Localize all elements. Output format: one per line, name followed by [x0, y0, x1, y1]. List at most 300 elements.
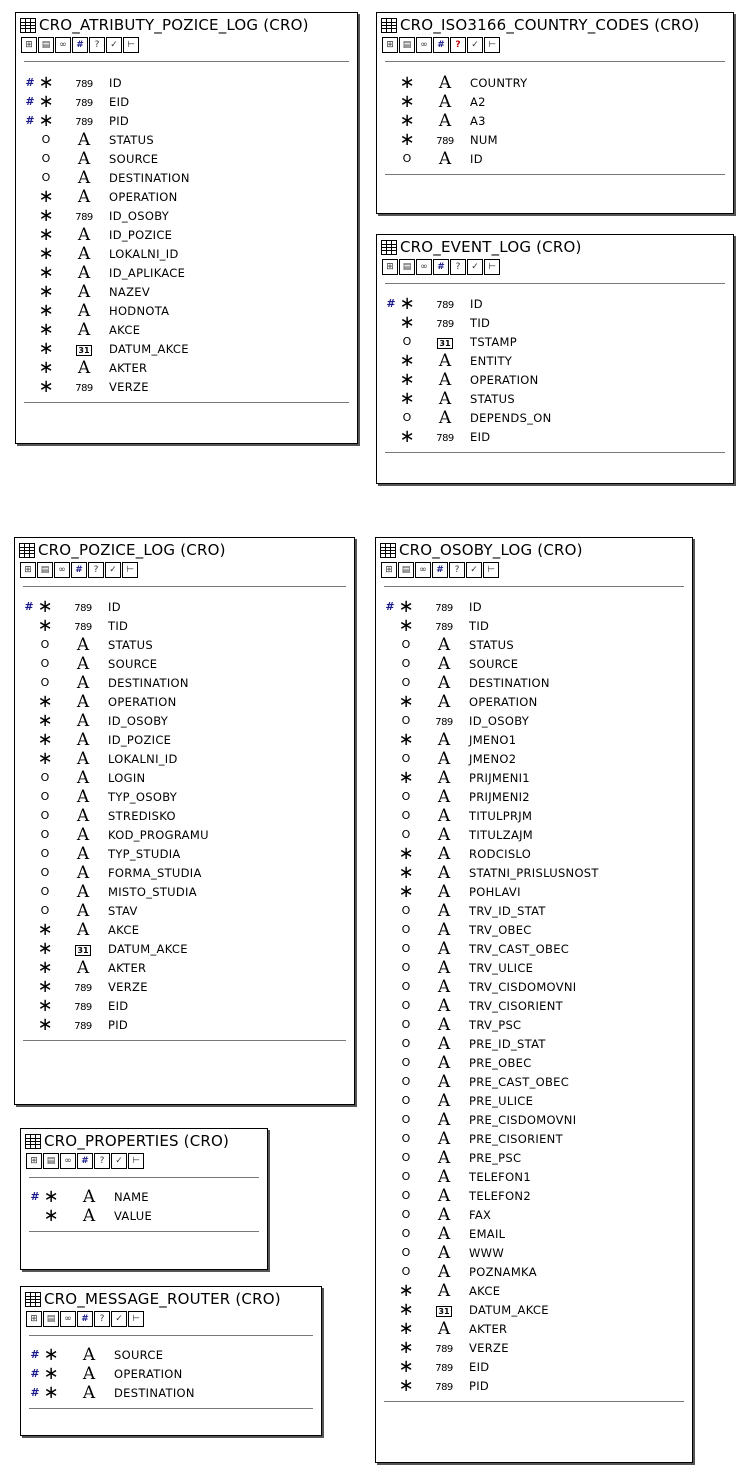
text-type-icon: A [76, 710, 90, 731]
text-type-icon: A [77, 319, 91, 340]
column-row[interactable] [384, 977, 576, 996]
column-row[interactable] [24, 244, 179, 263]
column-name: JMENO1 [469, 732, 517, 747]
column-row[interactable] [24, 73, 122, 92]
check-icon[interactable]: ✓ [467, 259, 483, 275]
column-row[interactable] [384, 1091, 533, 1110]
nullable-icon: O [40, 828, 50, 841]
nullable-icon: O [401, 752, 411, 765]
column-name: OPERATION [470, 372, 539, 387]
table-iso[interactable] [376, 12, 734, 214]
not-null-icon: ∗ [43, 1205, 59, 1226]
column-row[interactable] [385, 332, 517, 351]
column-name: PID [469, 1378, 490, 1393]
column-row[interactable] [24, 377, 149, 396]
not-null-icon: ∗ [38, 376, 54, 397]
column-row[interactable] [23, 616, 128, 635]
column-row[interactable] [385, 92, 486, 111]
view-icon[interactable]: ∞ [54, 562, 70, 578]
text-type-icon: A [437, 1204, 451, 1225]
text-type-icon: A [76, 748, 90, 769]
column-name: WWW [469, 1245, 505, 1260]
column-row[interactable] [384, 1015, 521, 1034]
text-type-icon: A [438, 91, 452, 112]
not-null-icon: ∗ [399, 293, 415, 314]
column-name: OPERATION [109, 189, 178, 204]
table-properties[interactable] [20, 1128, 268, 1270]
column-row[interactable] [23, 825, 209, 844]
column-name: STATNI_PRISLUSNOST [469, 865, 599, 880]
column-row[interactable] [384, 882, 521, 901]
column-name: SOURCE [108, 656, 158, 671]
column-row[interactable] [23, 920, 139, 939]
text-type-icon: A [438, 72, 452, 93]
not-null-icon: ∗ [37, 1014, 53, 1035]
column-row[interactable] [23, 730, 171, 749]
table-title-bar[interactable] [21, 1287, 321, 1311]
table-icon [19, 543, 35, 558]
check-icon[interactable]: ✓ [111, 1311, 127, 1327]
column-name: TRV_ID_STAT [469, 903, 546, 918]
column-name: TRV_CISDOMOVNI [469, 979, 577, 994]
number-type-icon: 789 [74, 621, 92, 633]
grid-icon[interactable]: ▤ [43, 1153, 59, 1169]
column-row[interactable] [23, 768, 145, 787]
column-name: AKCE [108, 922, 140, 937]
not-null-icon: ∗ [38, 186, 54, 207]
column-row[interactable] [384, 597, 482, 616]
not-null-icon: ∗ [398, 862, 414, 883]
column-row[interactable] [384, 711, 529, 730]
key-icon[interactable]: # [433, 37, 449, 53]
column-row[interactable] [23, 901, 138, 920]
column-row[interactable] [384, 1110, 576, 1129]
column-row[interactable] [24, 130, 154, 149]
column-row[interactable] [29, 1364, 183, 1383]
table-toolbar [377, 259, 733, 278]
view-icon[interactable]: ∞ [416, 37, 432, 53]
text-type-icon: A [437, 1071, 451, 1092]
key-icon[interactable]: # [432, 562, 448, 578]
column-row[interactable] [24, 225, 172, 244]
not-null-icon: ∗ [399, 350, 415, 371]
column-row[interactable] [384, 1357, 489, 1376]
column-row[interactable] [23, 863, 202, 882]
column-name: VERZE [108, 979, 148, 994]
table-icon [20, 18, 36, 33]
column-row[interactable] [384, 1053, 532, 1072]
not-null-icon: ∗ [38, 262, 54, 283]
view-icon[interactable]: ∞ [60, 1311, 76, 1327]
column-row[interactable] [23, 654, 157, 673]
text-type-icon: A [77, 281, 91, 302]
text-type-icon: A [437, 957, 451, 978]
trigger-icon[interactable]: ⊢ [123, 37, 139, 53]
column-row[interactable] [385, 73, 528, 92]
column-name: MISTO_STUDIA [108, 884, 197, 899]
relation-icon[interactable]: ? [94, 1153, 110, 1169]
column-row[interactable] [384, 806, 532, 825]
column-row[interactable] [23, 1015, 128, 1034]
column-row[interactable] [23, 711, 168, 730]
text-type-icon: A [437, 919, 451, 940]
relation-icon[interactable]: ? [89, 37, 105, 53]
primary-key-icon: # [25, 114, 35, 127]
grid-icon[interactable]: ▤ [43, 1311, 59, 1327]
check-icon[interactable]: ✓ [467, 37, 483, 53]
divider [29, 1231, 259, 1232]
number-type-icon: 789 [435, 1381, 453, 1393]
column-row[interactable] [24, 168, 190, 187]
table-pozice[interactable] [14, 537, 355, 1105]
nullable-icon: O [402, 152, 412, 165]
table-atributy[interactable] [15, 12, 358, 444]
nullable-icon: O [401, 790, 411, 803]
column-row[interactable] [385, 111, 486, 130]
column-row[interactable] [385, 313, 490, 332]
text-type-icon: A [82, 1363, 96, 1384]
table-title-bar[interactable] [376, 538, 692, 562]
nullable-icon: O [402, 335, 412, 348]
column-name: FAX [469, 1207, 492, 1222]
column-row[interactable] [384, 635, 514, 654]
relation-icon[interactable]: ? [88, 562, 104, 578]
nullable-icon: O [401, 676, 411, 689]
check-icon[interactable]: ✓ [111, 1153, 127, 1169]
nullable-icon: O [40, 657, 50, 670]
column-name: DESTINATION [109, 170, 190, 185]
column-row[interactable] [24, 339, 189, 358]
column-row[interactable] [384, 692, 538, 711]
column-row[interactable] [384, 958, 533, 977]
text-type-icon: A [76, 805, 90, 826]
key-icon[interactable]: # [71, 562, 87, 578]
column-name: PRE_OBEC [469, 1055, 532, 1070]
text-type-icon: A [77, 148, 91, 169]
column-row[interactable] [384, 996, 563, 1015]
key-icon[interactable]: # [77, 1311, 93, 1327]
key-icon[interactable]: # [433, 259, 449, 275]
column-row[interactable] [23, 749, 178, 768]
column-name: KOD_PROGRAMU [108, 827, 209, 842]
view-icon[interactable]: ∞ [416, 259, 432, 275]
nullable-icon: O [401, 1056, 411, 1069]
column-name: PRE_CAST_OBEC [469, 1074, 570, 1089]
nullable-icon: O [402, 411, 412, 424]
key-icon[interactable]: # [72, 37, 88, 53]
nullable-icon: O [401, 1075, 411, 1088]
column-row[interactable] [385, 389, 515, 408]
table-name: CRO_POZICE_LOG (CRO) [38, 541, 226, 559]
column-row[interactable] [385, 149, 483, 168]
view-icon[interactable]: ∞ [415, 562, 431, 578]
column-name: PRIJMENI1 [469, 770, 530, 785]
text-type-icon: A [437, 1128, 451, 1149]
column-name: TSTAMP [470, 334, 517, 349]
column-row[interactable] [384, 730, 516, 749]
table-props-icon[interactable]: ⊞ [382, 37, 398, 53]
column-name: DESTINATION [108, 675, 189, 690]
column-row[interactable] [24, 187, 178, 206]
column-row[interactable] [24, 263, 185, 282]
column-row[interactable] [23, 673, 189, 692]
column-row[interactable] [23, 597, 121, 616]
table-icon [25, 1292, 41, 1307]
column-row[interactable] [384, 1034, 546, 1053]
nullable-icon: O [401, 942, 411, 955]
column-row[interactable] [384, 1300, 549, 1319]
column-row[interactable] [23, 806, 176, 825]
column-row[interactable] [29, 1383, 195, 1402]
column-row[interactable] [384, 1243, 504, 1262]
column-row[interactable] [23, 939, 188, 958]
column-row[interactable] [384, 616, 489, 635]
column-name: ID_POZICE [108, 732, 172, 747]
number-type-icon: 789 [75, 382, 93, 394]
text-type-icon: A [437, 805, 451, 826]
column-row[interactable] [23, 692, 177, 711]
nullable-icon: O [401, 1227, 411, 1240]
column-row[interactable] [384, 768, 530, 787]
table-router[interactable] [20, 1286, 322, 1436]
text-type-icon: A [437, 748, 451, 769]
nullable-icon: O [401, 828, 411, 841]
nullable-icon: O [401, 657, 411, 670]
nullable-icon: O [401, 923, 411, 936]
table-name: CRO_ISO3166_COUNTRY_CODES (CRO) [400, 16, 700, 34]
column-row[interactable] [23, 882, 197, 901]
grid-icon[interactable]: ▤ [399, 259, 415, 275]
column-row[interactable] [384, 901, 546, 920]
column-row[interactable] [384, 1072, 569, 1091]
column-row[interactable] [384, 1186, 531, 1205]
trigger-icon[interactable]: ⊢ [128, 1311, 144, 1327]
table-event[interactable] [376, 234, 734, 484]
column-row[interactable] [23, 787, 177, 806]
grid-icon[interactable]: ▤ [37, 562, 53, 578]
not-null-icon: ∗ [38, 72, 54, 93]
column-row[interactable] [29, 1345, 163, 1364]
trigger-icon[interactable]: ⊢ [128, 1153, 144, 1169]
column-row[interactable] [384, 920, 532, 939]
relation-icon[interactable]: ? [449, 562, 465, 578]
column-row[interactable] [384, 1129, 563, 1148]
column-name: AKTER [469, 1321, 508, 1336]
column-row[interactable] [24, 282, 150, 301]
table-props-icon[interactable]: ⊞ [20, 562, 36, 578]
text-type-icon: A [438, 369, 452, 390]
relation-icon[interactable]: ? [450, 259, 466, 275]
text-type-icon: A [76, 862, 90, 883]
column-row[interactable] [24, 149, 158, 168]
column-row[interactable] [385, 427, 490, 446]
divider [24, 61, 349, 62]
text-type-icon: A [437, 1052, 451, 1073]
check-icon[interactable]: ✓ [466, 562, 482, 578]
column-row[interactable] [24, 92, 129, 111]
not-null-icon: ∗ [398, 1375, 414, 1396]
trigger-icon[interactable]: ⊢ [484, 37, 500, 53]
check-icon[interactable]: ✓ [105, 562, 121, 578]
column-row[interactable] [24, 320, 140, 339]
text-type-icon: A [82, 1186, 96, 1207]
column-name: EID [108, 998, 129, 1013]
column-row[interactable] [384, 863, 599, 882]
column-name: SOURCE [114, 1347, 164, 1362]
table-title-bar[interactable] [21, 1129, 267, 1153]
column-row[interactable] [384, 825, 533, 844]
column-row[interactable] [24, 206, 169, 225]
grid-icon[interactable]: ▤ [399, 37, 415, 53]
column-row[interactable] [384, 1167, 531, 1186]
trigger-icon[interactable]: ⊢ [122, 562, 138, 578]
column-row[interactable] [385, 351, 512, 370]
table-toolbar [21, 1153, 267, 1172]
text-type-icon: A [77, 300, 91, 321]
column-row[interactable] [29, 1206, 152, 1225]
column-row[interactable] [384, 939, 569, 958]
divider [385, 174, 725, 175]
column-name: PRE_PSC [469, 1150, 522, 1165]
text-type-icon: A [76, 672, 90, 693]
table-props-icon[interactable]: ⊞ [26, 1153, 42, 1169]
table-props-icon[interactable]: ⊞ [26, 1311, 42, 1327]
column-name: TYP_STUDIA [108, 846, 181, 861]
table-props-icon[interactable]: ⊞ [381, 562, 397, 578]
column-row[interactable] [23, 977, 148, 996]
column-row[interactable] [385, 130, 498, 149]
not-null-icon: ∗ [37, 729, 53, 750]
not-null-icon: ∗ [37, 995, 53, 1016]
table-osoby[interactable] [375, 537, 693, 1463]
trigger-icon[interactable]: ⊢ [484, 259, 500, 275]
divider [29, 1335, 313, 1336]
column-name: ID_OSOBY [469, 713, 530, 728]
column-row[interactable] [384, 654, 518, 673]
column-row[interactable] [29, 1187, 149, 1206]
not-null-icon: ∗ [37, 938, 53, 959]
table-title-bar[interactable] [377, 235, 733, 259]
not-null-icon: ∗ [37, 957, 53, 978]
relation-icon[interactable]: ? [450, 37, 466, 53]
not-null-icon: ∗ [398, 615, 414, 636]
nullable-icon: O [401, 1018, 411, 1031]
divider [385, 283, 725, 284]
column-name: LOKALNI_ID [109, 246, 179, 261]
column-row[interactable] [24, 358, 147, 377]
column-row[interactable] [385, 370, 539, 389]
number-type-icon: 789 [436, 432, 454, 444]
text-type-icon: A [77, 129, 91, 150]
column-row[interactable] [23, 996, 128, 1015]
column-row[interactable] [384, 1281, 500, 1300]
column-row[interactable] [384, 1319, 507, 1338]
text-type-icon: A [437, 653, 451, 674]
primary-key-icon: # [30, 1367, 40, 1380]
not-null-icon: ∗ [399, 369, 415, 390]
table-title-bar[interactable] [16, 13, 357, 37]
text-type-icon: A [437, 1166, 451, 1187]
not-null-icon: ∗ [37, 976, 53, 997]
column-name: PRE_ID_STAT [469, 1036, 546, 1051]
view-icon[interactable]: ∞ [55, 37, 71, 53]
nullable-icon: O [401, 809, 411, 822]
grid-icon[interactable]: ▤ [398, 562, 414, 578]
column-row[interactable] [384, 1262, 537, 1281]
column-name: TRV_CISORIENT [469, 998, 563, 1013]
column-row[interactable] [384, 673, 550, 692]
column-row[interactable] [384, 1205, 491, 1224]
column-name: TYP_OSOBY [108, 789, 178, 804]
relation-icon[interactable]: ? [94, 1311, 110, 1327]
column-row[interactable] [384, 1148, 521, 1167]
table-title-bar[interactable] [15, 538, 354, 562]
text-type-icon: A [437, 843, 451, 864]
table-title-bar[interactable] [377, 13, 733, 37]
column-row[interactable] [384, 1338, 509, 1357]
column-row[interactable] [24, 301, 169, 320]
text-type-icon: A [77, 262, 91, 283]
column-name: PID [108, 1017, 129, 1032]
text-type-icon: A [437, 1147, 451, 1168]
column-name: AKCE [109, 322, 141, 337]
column-row[interactable] [384, 749, 516, 768]
column-row[interactable] [385, 408, 551, 427]
text-type-icon: A [76, 919, 90, 940]
check-icon[interactable]: ✓ [106, 37, 122, 53]
not-null-icon: ∗ [43, 1363, 59, 1384]
column-name: AKTER [108, 960, 147, 975]
trigger-icon[interactable]: ⊢ [483, 562, 499, 578]
column-row[interactable] [384, 787, 530, 806]
column-row[interactable] [384, 844, 531, 863]
date-type-icon: 31 [77, 945, 89, 955]
nullable-icon: O [401, 1265, 411, 1278]
table-props-icon[interactable]: ⊞ [21, 37, 37, 53]
primary-key-icon: # [30, 1190, 40, 1203]
column-name: ID_OSOBY [109, 208, 170, 223]
column-row[interactable] [384, 1224, 505, 1243]
grid-icon[interactable]: ▤ [38, 37, 54, 53]
text-type-icon: A [437, 1223, 451, 1244]
text-type-icon: A [76, 786, 90, 807]
text-type-icon: A [437, 1261, 451, 1282]
column-row[interactable] [23, 635, 153, 654]
key-icon[interactable]: # [77, 1153, 93, 1169]
text-type-icon: A [437, 1280, 451, 1301]
column-name: ID_OSOBY [108, 713, 169, 728]
view-icon[interactable]: ∞ [60, 1153, 76, 1169]
column-row[interactable] [23, 958, 146, 977]
column-row[interactable] [23, 844, 181, 863]
column-name: AKCE [469, 1283, 501, 1298]
column-row[interactable] [24, 111, 129, 130]
divider [23, 1040, 346, 1041]
text-type-icon: A [437, 1318, 451, 1339]
not-null-icon: ∗ [43, 1382, 59, 1403]
table-name: CRO_OSOBY_LOG (CRO) [399, 541, 583, 559]
column-name: TITULZAJM [469, 827, 534, 842]
column-row[interactable] [384, 1376, 489, 1395]
column-name: OPERATION [108, 694, 177, 709]
not-null-icon: ∗ [38, 357, 54, 378]
table-props-icon[interactable]: ⊞ [382, 259, 398, 275]
nullable-icon: O [401, 1208, 411, 1221]
column-row[interactable] [385, 294, 483, 313]
column-name: ENTITY [470, 353, 513, 368]
number-type-icon: 789 [75, 97, 93, 109]
not-null-icon: ∗ [398, 596, 414, 617]
